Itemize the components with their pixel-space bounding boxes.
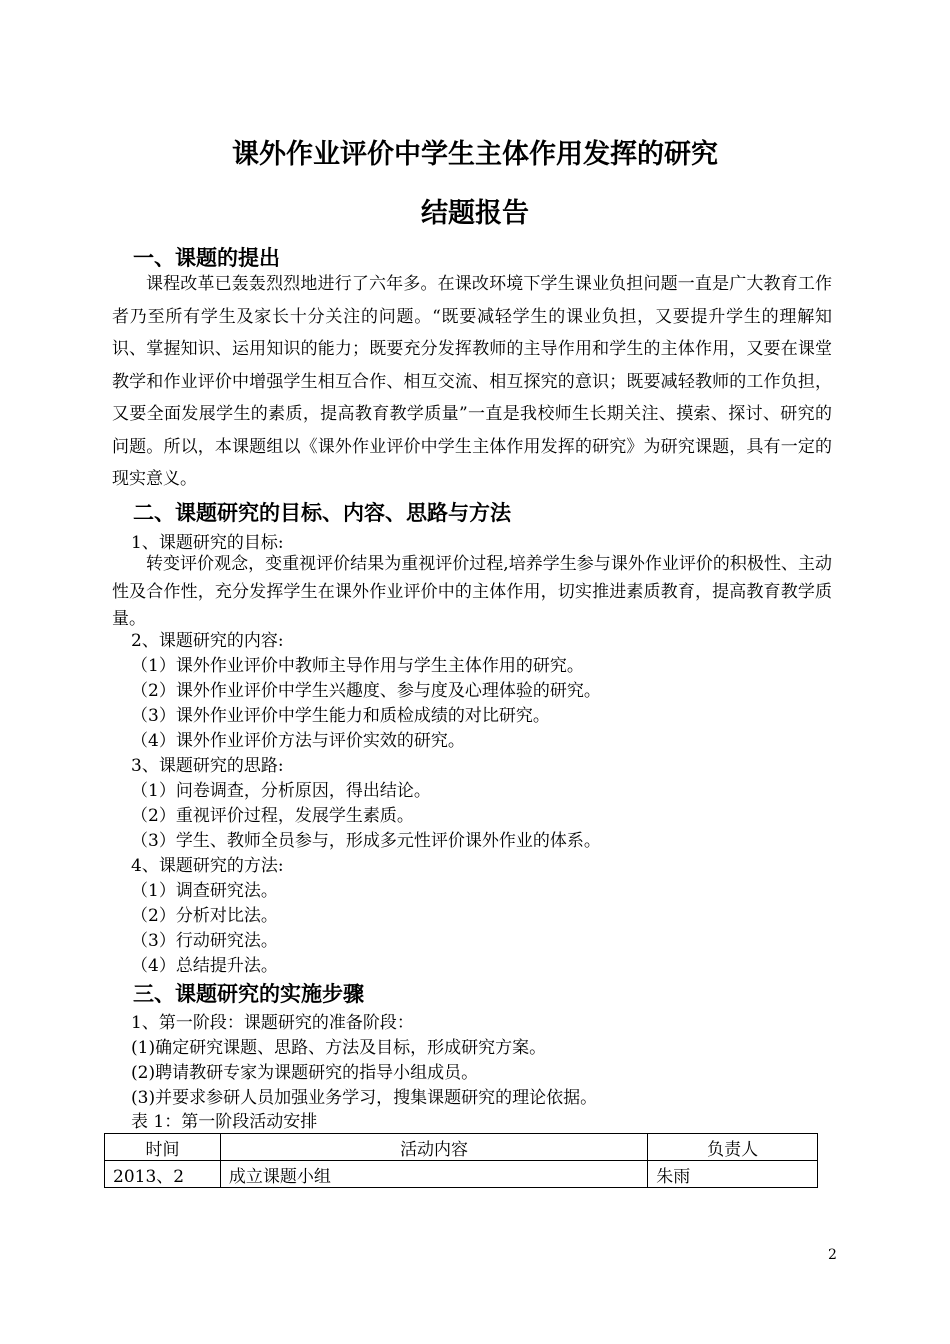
stage-1-item: (3)并要求参研人员加强业务学习，搜集课题研究的理论依据。 — [131, 1088, 598, 1108]
method-item: （1）调查研究法。 — [131, 881, 278, 901]
stage-1-label: 1、第一阶段：课题研究的准备阶段： — [131, 1013, 414, 1033]
table-cell-owner: 朱雨 — [648, 1161, 818, 1188]
content-item: （4）课外作业评价方法与评价实效的研究。 — [131, 731, 465, 751]
goal-paragraph: 转变评价观念，变重视评价结果为重视评价过程,培养学生参与课外作业评价的积极性、主动性及合作性，充分发挥学生在课外作业评价中的主体作用，切实推进素质教育，提高教育教学质量。 — [112, 554, 832, 629]
table-header-time: 时间 — [105, 1134, 221, 1161]
idea-label: 3、课题研究的思路: — [131, 756, 284, 776]
table-cell-activity: 成立课题小组 — [220, 1161, 647, 1188]
content-item: （2）课外作业评价中学生兴趣度、参与度及心理体验的研究。 — [131, 681, 601, 701]
table-header-row — [105, 1134, 818, 1161]
content-label: 2、课题研究的内容: — [131, 631, 284, 651]
table-caption: 表 1：第一阶段活动安排 — [131, 1112, 318, 1132]
stage-1-item: (2)聘请教研专家为课题研究的指导小组成员。 — [131, 1063, 479, 1083]
document-title: 课外作业评价中学生主体作用发挥的研究 — [232, 139, 718, 170]
section-1-heading: 一、课题的提出 — [133, 246, 280, 270]
table-header-owner: 负责人 — [648, 1134, 818, 1161]
document-subtitle: 结题报告 — [421, 198, 529, 229]
idea-item: （3）学生、教师全员参与，形成多元性评价课外作业的体系。 — [131, 831, 601, 851]
section-2-heading: 二、课题研究的目标、内容、思路与方法 — [133, 501, 511, 525]
method-item: （2）分析对比法。 — [131, 906, 278, 926]
idea-item: （2）重视评价过程，发展学生素质。 — [131, 806, 414, 826]
method-item: （3）行动研究法。 — [131, 931, 278, 951]
content-item: （1）课外作业评价中教师主导作用与学生主体作用的研究。 — [131, 656, 584, 676]
stage-1-item: (1)确定研究课题、思路、方法及目标，形成研究方案。 — [131, 1038, 547, 1058]
stage-1-activity-table — [104, 1133, 818, 1188]
page-number: 2 — [828, 1247, 837, 1263]
section-1-paragraph: 课程改革已轰轰烈烈地进行了六年多。在课改环境下学生课业负担问题一直是广大教育工作者乃至所有学生及家长十分关注的问题。“既要减轻学生的课业负担，又要提升学生的理解知识、掌握知识、运用知识的能力；既要充分发挥教师的主导作用和学生的主体作用，又要在课堂教学和作业评价中增强学生相互合作、相互交流、相互探究的意识；既要减轻教师的工作负担，又要全面发展学生的素质，提高教育教学质量”一直是我校师生长期关注、摸索、探讨、研究的问题。所以，本课题组以《课外作业评价中学生主体作用发挥的研究》为研究课题，具有一定的现实意义。 — [112, 274, 832, 489]
section-3-heading: 三、课题研究的实施步骤 — [133, 982, 364, 1006]
content-item: （3）课外作业评价中学生能力和质检成绩的对比研究。 — [131, 706, 550, 726]
goal-label: 1、课题研究的目标: — [131, 533, 284, 553]
method-label: 4、课题研究的方法: — [131, 856, 284, 876]
table-cell-time: 2013、2 — [105, 1161, 221, 1188]
idea-item: （1）问卷调查，分析原因，得出结论。 — [131, 781, 431, 801]
table-header-activity: 活动内容 — [220, 1134, 647, 1161]
method-item: （4）总结提升法。 — [131, 956, 278, 976]
table-row — [105, 1161, 818, 1188]
